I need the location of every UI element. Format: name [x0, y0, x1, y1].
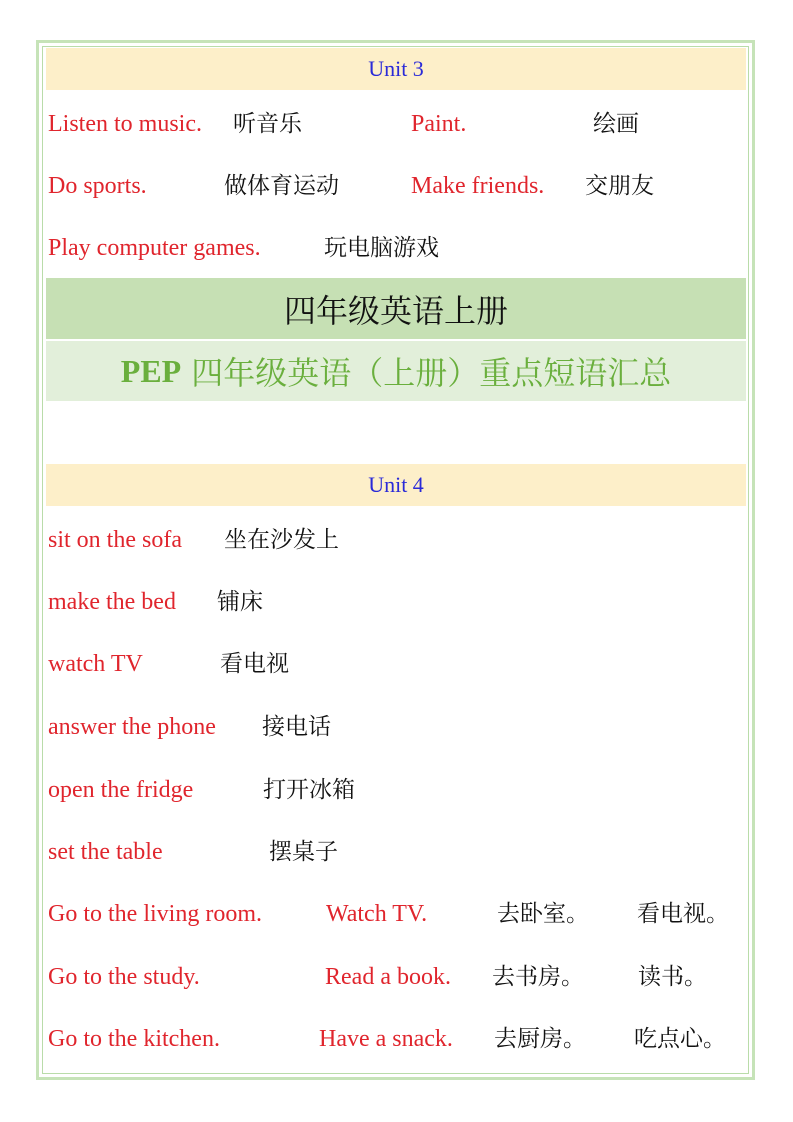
- phrase-en: Play computer games.: [48, 235, 261, 261]
- phrase-zh: 打开冰箱: [263, 777, 355, 803]
- sentence-zh: 去书房。: [492, 964, 584, 990]
- unit4-title: Unit 4: [368, 472, 424, 497]
- phrase-en: make the bed: [48, 589, 176, 615]
- unit4-header: [46, 464, 746, 506]
- unit3-header: [46, 48, 746, 90]
- sentence-en: Go to the living room.: [48, 901, 262, 927]
- sentence-en: Have a snack.: [319, 1026, 453, 1052]
- phrase-zh: 坐在沙发上: [224, 527, 339, 553]
- phrase-en: Do sports.: [48, 173, 147, 199]
- phrase-en: Listen to music.: [48, 111, 202, 137]
- sentence-en: Watch TV.: [326, 901, 428, 927]
- phrase-en: watch TV: [48, 651, 143, 677]
- sentence-en: Read a book.: [325, 964, 451, 990]
- phrase-en: answer the phone: [48, 714, 216, 740]
- phrase-zh: 玩电脑游戏: [324, 235, 439, 261]
- phrase-zh: 接电话: [262, 714, 331, 740]
- phrase-zh: 做体育运动: [224, 173, 339, 199]
- phrase-en: Paint.: [411, 111, 467, 137]
- phrase-en: open the fridge: [48, 777, 194, 803]
- page-title: 四年级英语上册: [283, 291, 508, 330]
- sentence-zh: 吃点心。: [634, 1026, 726, 1052]
- phrase-zh: 交朋友: [585, 173, 654, 199]
- unit3-title: Unit 3: [368, 56, 424, 81]
- sentence-zh: 读书。: [638, 964, 707, 990]
- subtitle-prefix: PEP: [120, 352, 182, 389]
- sentence-zh: 看电视。: [637, 901, 729, 927]
- phrase-zh: 摆桌子: [269, 839, 338, 865]
- sentence-zh: 去厨房。: [494, 1026, 586, 1052]
- sentence-zh: 去卧室。: [497, 901, 589, 927]
- page-title-band: [46, 278, 746, 339]
- phrase-en: Make friends.: [411, 173, 545, 199]
- phrase-zh: 看电视: [220, 651, 289, 677]
- sentence-en: Go to the kitchen.: [48, 1026, 220, 1052]
- phrase-en: set the table: [48, 839, 163, 865]
- page-subtitle: 四年级英语（上册）重点短语汇总: [191, 354, 672, 392]
- phrase-en: sit on the sofa: [48, 527, 182, 553]
- phrase-zh: 铺床: [217, 589, 263, 615]
- sentence-en: Go to the study.: [48, 964, 200, 990]
- page-subtitle-band: [46, 341, 746, 401]
- phrase-zh: 听音乐: [233, 111, 302, 137]
- phrase-zh: 绘画: [593, 111, 639, 137]
